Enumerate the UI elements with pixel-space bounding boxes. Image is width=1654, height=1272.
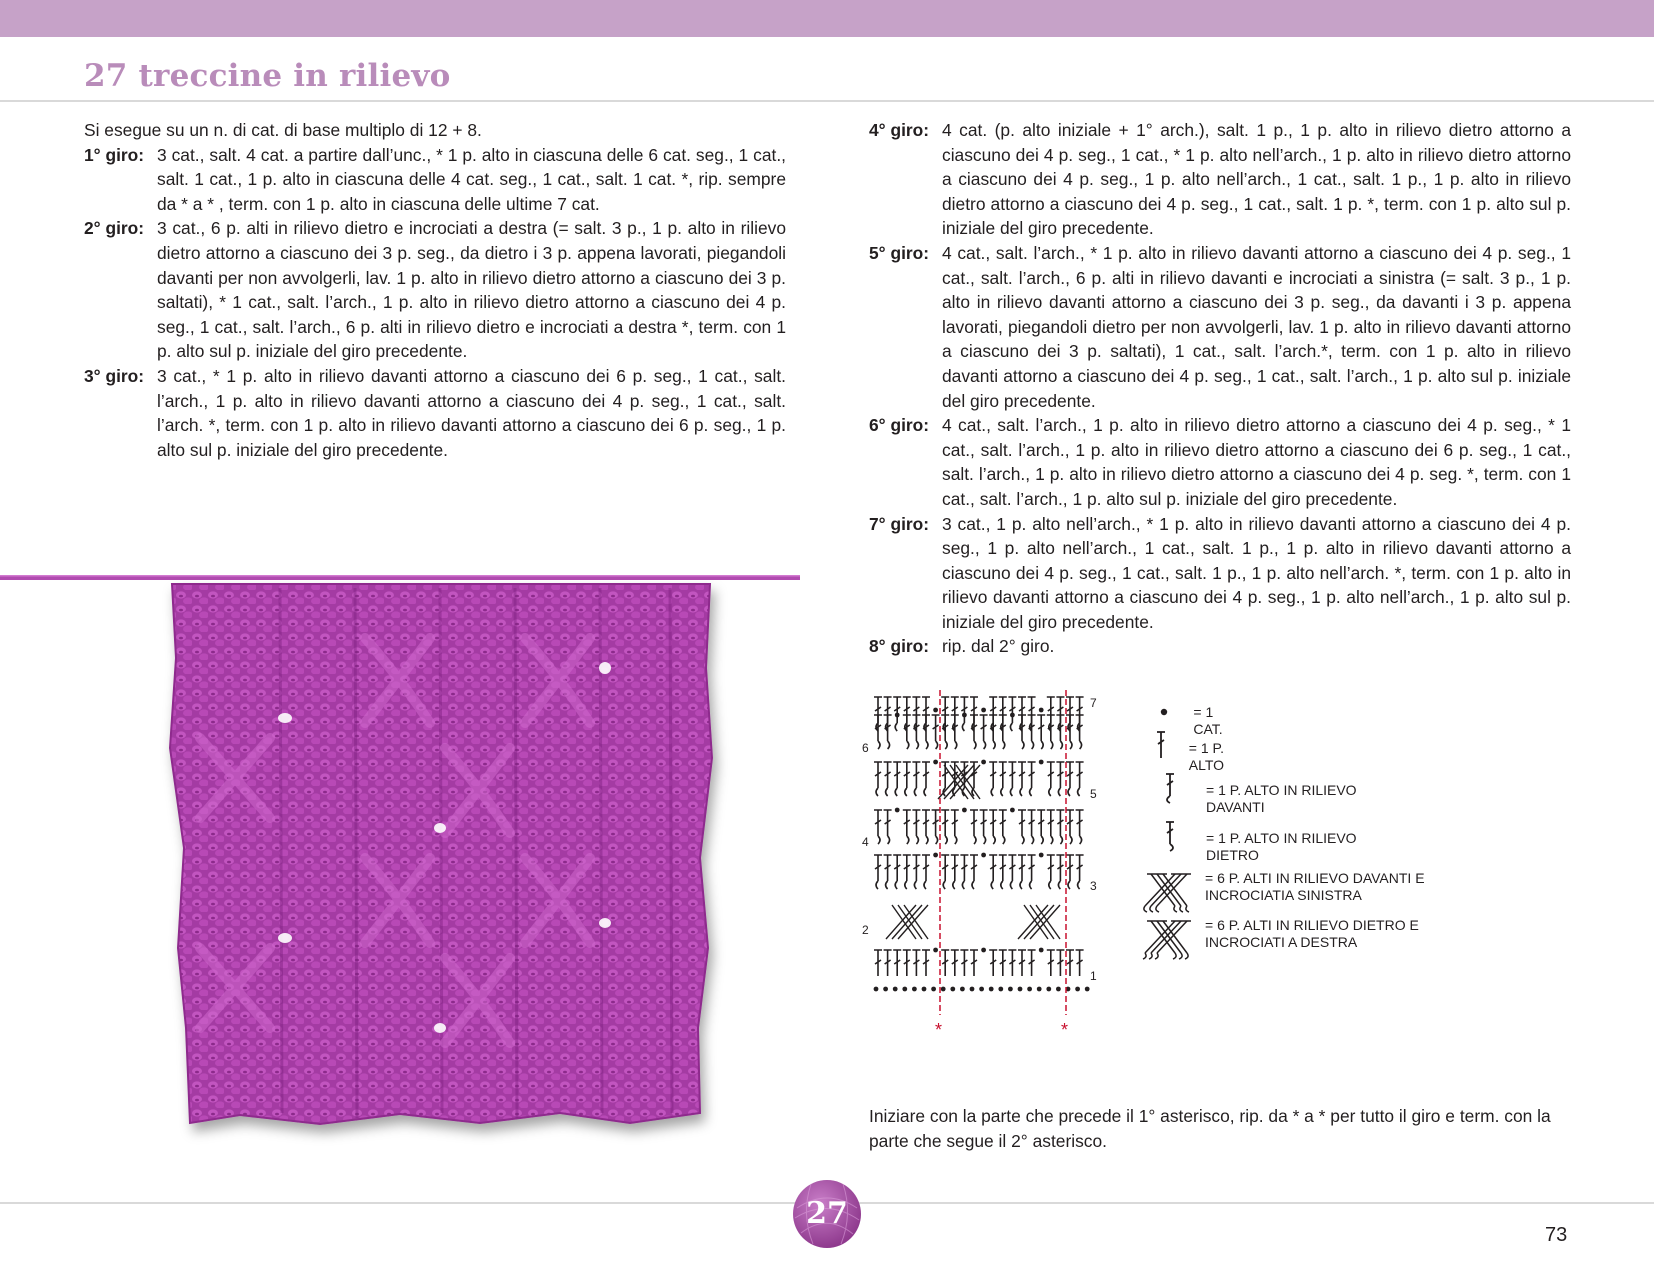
chart-chain-symbol	[933, 760, 938, 765]
chart-stitch-symbol	[980, 810, 988, 844]
chart-stitch-symbol	[1066, 855, 1074, 889]
intro-text: Si esegue su un n. di cat. di base multiplo di 12 + 8.	[84, 120, 482, 140]
round-label: 3° giro:	[84, 365, 145, 386]
chart-chain-symbol	[979, 987, 984, 992]
round-text: 3 cat., 6 p. alti in rilievo dietro e incrociati a destra (= salt. 3 p., 1 p. alto in rilievo dietro attorno a ciascuno dei 3 p. seg., da dietro i 3 p. appena lavorati, piegandoli davanti per non avvolgerli, lav. 1 p. alto in rilievo dietro attorno a ciascuno dei 3 p. saltati), * 1 cat., salt. l’arch., 1 p. alto in rilievo dietro attorno a ciascuno dei 4 p. seg., 1 cat., salt. l’arch., 6 p. alti in rilievo dietro e incrociati a destra *, term. con 1 p. alto sul p. iniziale del giro precedente.	[157, 218, 786, 362]
chart-stitch-symbol	[1056, 762, 1064, 796]
chart-stitch-symbol	[1008, 762, 1016, 796]
chart-stitch-symbol	[1008, 855, 1016, 889]
repeat-asterisk: *	[935, 1020, 943, 1040]
chart-stitch-symbol	[1028, 855, 1036, 889]
round-text: 4 cat., salt. l’arch., * 1 p. alto in rilievo davanti attorno a ciascuno dei 4 p. seg., 1 cat., salt. l’arch., 6 p. alti in rilievo davanti e incrociati a sinistra (= salt. 3 p., 1 p. alto in rilievo davanti attorno a ciascuno dei 3 p. seg., da davanti i 3 p. appena lavorati, piegandoli dietro per non avvolgerli, lav. 1 p. alto in rilievo davanti attorno a ciascuno dei 3 p. saltati), 1 cat., salt. l’arch.*, term. con 1 p. alto in rilievo davanti attorno a ciascuno dei 4 p. seg., 1 cat., salt. l’arch., 1 p. alto sul p. iniziale del giro precedente.	[942, 242, 1571, 411]
round-label: 4° giro:	[869, 120, 930, 140]
chart-stitch-symbol	[999, 855, 1007, 889]
chart-stitch-symbol	[951, 810, 959, 844]
chart-stitch-symbol	[1028, 762, 1036, 796]
round-8	[869, 634, 1571, 659]
chart-row-number: 2	[862, 923, 869, 937]
chart-stitch-symbol	[903, 810, 911, 844]
chart-row-number: 6	[862, 741, 869, 755]
chart-chain-symbol	[981, 853, 986, 858]
chart-stitch-symbol	[884, 950, 892, 976]
chart-chain-symbol	[970, 987, 975, 992]
round-label: 5° giro:	[869, 242, 930, 263]
round-text: 3 cat., * 1 p. alto in rilievo davanti attorno a ciascuno dei 6 p. seg., 1 cat., salt. l’arch., 1 p. alto in rilievo davanti attorno a ciascuno dei 4 p. seg., 1 cat., salt. l’arch. *, term. con 1 p. alto in rilievo davanti attorno a ciascuno dei 6 p. seg., 1 p. alto sul p. iniziale del giro precedente.	[157, 365, 786, 460]
title-divider	[0, 100, 1654, 102]
legend-item-cable-back	[1139, 915, 1439, 959]
back-post-dc-icon	[1140, 818, 1200, 852]
chart-stitch-symbol	[874, 855, 882, 889]
chart-stitch-symbol	[874, 762, 882, 796]
chart-chain-symbol	[874, 987, 879, 992]
legend-label: = 1 CAT.	[1193, 704, 1223, 737]
chart-chain-symbol	[893, 987, 898, 992]
chart-chain-symbol	[1027, 987, 1032, 992]
chart-stitch-symbol	[932, 715, 940, 749]
chart-stitch-symbol	[912, 762, 920, 796]
chart-stitch-symbol	[903, 762, 911, 796]
chart-stitch-symbol	[932, 810, 940, 844]
chart-stitch-symbol	[1047, 762, 1055, 796]
chart-chain-symbol	[902, 987, 907, 992]
double-crochet-icon	[1140, 728, 1183, 760]
crochet-swatch-photo	[0, 548, 830, 1148]
chart-stitch-symbol	[912, 950, 920, 976]
chart-chain-symbol	[1008, 987, 1013, 992]
chart-stitch-symbol	[960, 697, 968, 731]
chart-stitch-symbol	[1056, 950, 1064, 976]
chart-stitch-symbol	[1047, 810, 1055, 844]
chart-stitch-symbol	[922, 950, 930, 976]
chart-stitch-symbol	[893, 855, 901, 889]
chart-chain-symbol	[981, 948, 986, 953]
chart-chain-symbol	[1037, 987, 1042, 992]
chart-stitch-symbol	[999, 762, 1007, 796]
crochet-chart	[862, 696, 1118, 1085]
legend-item-cable-front	[1139, 868, 1439, 912]
chart-stitch-symbol	[1018, 855, 1026, 889]
chart-chain-symbol	[941, 987, 946, 992]
chart-stitch-symbol	[912, 855, 920, 889]
chart-stitch-symbol	[903, 950, 911, 976]
cable-back-right-icon	[1139, 915, 1199, 959]
chart-stitch-symbol	[1018, 950, 1026, 976]
round-text: 4 cat. (p. alto iniziale + 1° arch.), salt. 1 p., 1 p. alto in rilievo dietro attorno a ciascuno dei 4 p. seg., 1 cat., * 1 p. alto nell’arch., 1 p. alto in rilievo dietro attorno a ciascuno dei 4 p. seg., 1 p. alto nell’arch., 1 cat., salt. 1 p., 1 p. alto in rilievo dietro attorno a ciascuno dei 4 p. seg., 1 cat., salt. 1 p. *, term. con 1 p. alto sul p. iniziale del giro precedente.	[942, 120, 1571, 239]
chart-stitch-symbol	[1056, 810, 1064, 844]
chart-stitch-symbol	[970, 855, 978, 889]
right-column	[869, 118, 1571, 659]
chart-chain-symbol	[1056, 987, 1061, 992]
round-6	[869, 413, 1571, 511]
front-post-dc-icon	[1140, 770, 1200, 804]
chart-stitch-symbol	[989, 810, 997, 844]
chart-stitch-symbol	[941, 950, 949, 976]
chart-stitch-symbol	[912, 810, 920, 844]
chart-stitch-symbol	[989, 855, 997, 889]
chart-row-number: 5	[1090, 787, 1097, 801]
chart-cable-symbol	[1018, 905, 1060, 939]
chart-row-number: 4	[862, 835, 869, 849]
round-label: 6° giro:	[869, 415, 930, 436]
chart-chain-symbol	[1039, 853, 1044, 858]
chart-note: Iniziare con la parte che precede il 1° asterisco, rip. da * a * per tutto il giro e term. con la parte che segue il 2° asterisco.	[869, 1106, 1551, 1151]
yarn-ball-badge	[791, 1178, 863, 1250]
chart-stitch-symbol	[1008, 697, 1016, 731]
chart-stitch-symbol	[980, 715, 988, 749]
chart-stitch-symbol	[893, 762, 901, 796]
legend-label: = 1 P. ALTO	[1188, 740, 1225, 773]
chart-chain-symbol	[933, 948, 938, 953]
chart-stitch-symbol	[1066, 950, 1074, 976]
badge-number: 27	[806, 1196, 848, 1231]
chart-chain-symbol	[1018, 987, 1023, 992]
chart-stitch-symbol	[1028, 950, 1036, 976]
chart-chain-symbol	[989, 987, 994, 992]
chart-stitch-symbol	[1056, 855, 1064, 889]
chart-chain-symbol	[981, 760, 986, 765]
round-text: 3 cat., 1 p. alto nell’arch., * 1 p. alto in rilievo davanti attorno a ciascuno dei 4 p. seg., 1 p. alto nell’arch., 1 cat., salt. 1 p., 1 p. alto in rilievo davanti attorno a ciascuno dei 4 p. seg., 1 cat., salt. 1 p., 1 p. alto nell’arch. *, term. con 1 p. alto in rilievo davanti attorno a ciascuno dei 4 p. seg., 1 p. alto nell’arch., 1 p. alto sul p. iniziale del giro precedente.	[942, 513, 1571, 632]
chart-chain-symbol	[931, 987, 936, 992]
round-text: rip. dal 2° giro.	[942, 636, 1055, 657]
round-7	[869, 512, 1571, 635]
chart-chain-symbol	[998, 987, 1003, 992]
chart-stitch-symbol	[1066, 762, 1074, 796]
round-label: 2° giro:	[84, 218, 145, 239]
chart-stitch-symbol	[951, 950, 959, 976]
chart-stitch-symbol	[922, 762, 930, 796]
chart-chain-symbol	[950, 987, 955, 992]
chart-stitch-symbol	[999, 950, 1007, 976]
chart-chain-symbol	[1039, 948, 1044, 953]
chart-stitch-symbol	[884, 855, 892, 889]
chart-stitch-symbol	[1076, 855, 1084, 889]
chart-stitch-symbol	[989, 950, 997, 976]
chart-chain-symbol	[1010, 808, 1015, 813]
chart-stitch-symbol	[989, 762, 997, 796]
chart-chain-symbol	[895, 808, 900, 813]
repeat-asterisk: *	[1061, 1020, 1069, 1040]
round-label: 8° giro:	[869, 636, 930, 657]
chart-cable-symbol	[886, 905, 928, 939]
chart-stitch-symbol	[1008, 950, 1016, 976]
chart-chain-symbol	[1039, 760, 1044, 765]
chart-stitch-symbol	[960, 855, 968, 889]
chart-stitch-symbol	[874, 810, 882, 844]
legend-item-dc	[1140, 728, 1241, 774]
chart-chain-symbol	[933, 708, 938, 713]
chart-chain-symbol	[912, 987, 917, 992]
chart-stitch-symbol	[884, 762, 892, 796]
chart-stitch-symbol	[874, 950, 882, 976]
legend-label: = 1 P. ALTO IN RILIEVO DIETRO	[1206, 830, 1357, 863]
chart-chain-symbol	[1075, 987, 1080, 992]
chart-stitch-symbol	[960, 950, 968, 976]
chart-stitch-symbol	[970, 950, 978, 976]
chart-stitch-symbol	[903, 855, 911, 889]
chart-stitch-symbol	[922, 855, 930, 889]
round-text: 4 cat., salt. l’arch., 1 p. alto in rilievo dietro attorno a ciascuno dei 4 p. seg., * 1 cat., salt. l’arch., 1 p. alto in rilievo dietro attorno a ciascuno dei 6 p. seg., 1 cat., salt. l’arch., 1 p. alto in rilievo dietro attorno a ciascuno dei 4 p. seg. *, term. con 1 cat., salt. l’arch., 1 p. alto sul p. iniziale del giro precedente.	[942, 415, 1571, 509]
page-number: 73	[1545, 1224, 1568, 1246]
legend-label: = 6 P. ALTI IN RILIEVO DAVANTI E INCROCIATIA SINISTRA	[1205, 870, 1425, 903]
chart-chain-symbol	[1085, 987, 1090, 992]
chart-stitch-symbol	[951, 855, 959, 889]
legend-item-bpdc	[1140, 818, 1400, 864]
round-label: 1° giro:	[84, 144, 145, 165]
cable-front-left-icon	[1139, 868, 1199, 912]
chart-row-number: 1	[1090, 969, 1097, 983]
chart-chain-symbol	[883, 987, 888, 992]
chain-dot-icon	[1140, 704, 1187, 720]
chart-stitch-symbol	[1047, 855, 1055, 889]
round-2	[84, 216, 786, 364]
chart-stitch-symbol	[884, 810, 892, 844]
chart-stitch-symbol	[922, 810, 930, 844]
chart-stitch-symbol	[1018, 762, 1026, 796]
chart-stitch-symbol	[1076, 810, 1084, 844]
chart-stitch-symbol	[1037, 810, 1045, 844]
chart-chain-symbol	[933, 853, 938, 858]
chart-row-number: 7	[1090, 696, 1097, 710]
round-1	[84, 143, 786, 217]
chart-stitch-symbol	[893, 950, 901, 976]
chart-chain-symbol	[960, 987, 965, 992]
chart-stitch-symbol	[970, 810, 978, 844]
top-color-band	[0, 0, 1654, 37]
chart-stitch-symbol	[1066, 810, 1074, 844]
round-5	[869, 241, 1571, 413]
chart-stitch-symbol	[1037, 715, 1045, 749]
chart-stitch-symbol	[999, 810, 1007, 844]
chart-stitch-symbol	[1018, 810, 1026, 844]
legend-label: = 6 P. ALTI IN RILIEVO DIETRO E INCROCIATI A DESTRA	[1205, 917, 1419, 950]
chart-chain-symbol	[1039, 708, 1044, 713]
chart-chain-symbol	[981, 708, 986, 713]
chart-stitch-symbol	[1047, 950, 1055, 976]
chart-stitch-symbol	[1076, 950, 1084, 976]
page-title: 27 treccine in rilievo	[84, 58, 451, 94]
left-column	[84, 118, 786, 462]
chart-chain-symbol	[922, 987, 927, 992]
chart-stitch-symbol	[941, 855, 949, 889]
chart-row-number: 3	[1090, 879, 1097, 893]
chart-chain-symbol	[962, 808, 967, 813]
chart-stitch-symbol	[1028, 810, 1036, 844]
legend-label: = 1 P. ALTO IN RILIEVO DAVANTI	[1206, 782, 1357, 815]
round-3	[84, 364, 786, 462]
chart-chain-symbol	[1046, 987, 1051, 992]
chart-stitch-symbol	[941, 810, 949, 844]
legend-item-fpdc	[1140, 770, 1400, 816]
round-label: 7° giro:	[869, 513, 930, 534]
round-4	[869, 118, 1571, 241]
round-text: 3 cat., salt. 4 cat. a partire dall’unc., * 1 p. alto in ciascuna delle 6 cat. seg., 1 cat., salt. 1 cat., 1 p. alto in ciascuna delle 4 cat. seg., 1 cat., salt. 1 cat. *, rip. sempre da * a * , term. con 1 p. alto in ciascuna delle ultime 7 cat.	[157, 144, 786, 214]
chart-stitch-symbol	[1076, 762, 1084, 796]
chart-stitch-symbol	[893, 697, 901, 731]
